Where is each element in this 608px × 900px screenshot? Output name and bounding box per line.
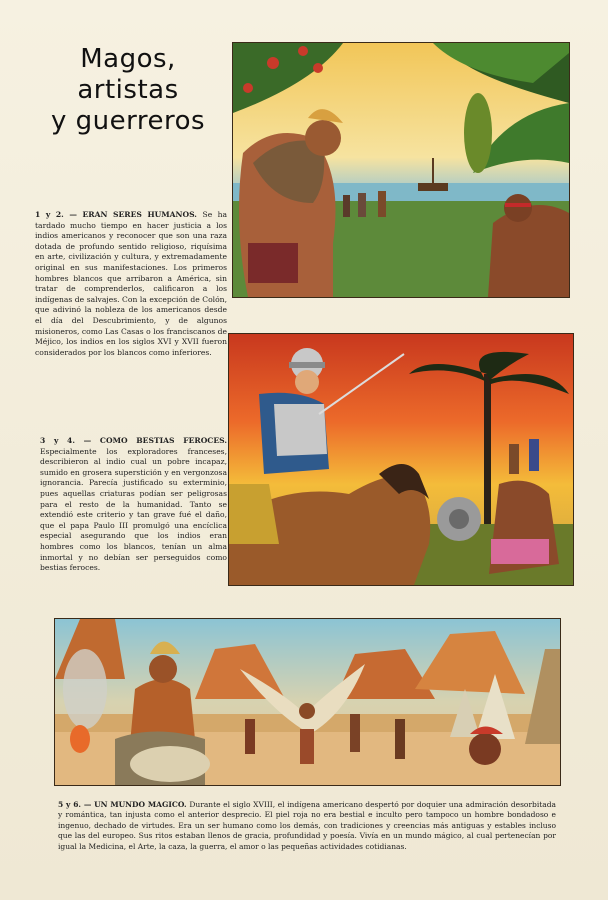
section-2-paragraph xyxy=(40,436,227,574)
arrival-illustration xyxy=(232,42,570,298)
title-line-2: artistas xyxy=(77,75,179,105)
title-line-1: Magos, xyxy=(80,44,176,74)
page-title xyxy=(48,44,208,137)
section-2-heading: 3 y 4. — COMO BESTIAS FEROCES. xyxy=(40,436,227,445)
section-3-body: Durante el siglo XVIII, el indígena americano despertó por doquier una admiración desorbitada y romántica, tan injusta como el anterior desprecio. El piel roja no era bestial e inculto pero tampoco un hombre bondadoso e ingenuo, dechado de virtudes. Era un ser humano como los demás, con tradiciones y creencias más antiguas y estables incluso que las del europeo. Sus ritos estaban llenos de gracia, profundidad y poesía. Vivía en un mundo mágico, al cual pertenecían por igual la Medicina, el Arte, la caza, la guerra, el amor o las pequeñas actividades cotidianas. xyxy=(58,800,556,851)
conquistador-illustration xyxy=(228,333,574,586)
section-3-paragraph xyxy=(58,800,556,852)
section-1-heading: 1 y 2. — ERAN SERES HUMANOS. xyxy=(35,210,203,219)
title-line-3: y guerreros xyxy=(50,106,206,136)
section-2-body: Especialmente los exploradores franceses, describieron al indio cual un pobre incapaz, sumido en grosera superstición y en vergonzosa ignorancia. Parecía justificado su exterminio, pues aquellas criaturas podían ser peligrosas para el resto de la humanidad. Tanto se extendió este criterio y tan grave fué el daño, que el papa Paulo III promulgó una encíclica especial asegurando que los indios eran hombres como los blancos, tenían un alma inmortal y no debían ser perseguidos como bestias feroces. xyxy=(40,446,227,573)
section-1-body: Se ha tardado mucho tiempo en hacer justicia a los indios americanos y reconocer que son una raza dotada de profundo sentido religioso, riquísima en arte, civilización y cultura, y extremadamente original en sus manifestaciones. Los primeros hombres blancos que arribaron a América, sin tratar de comprenderlos, calificaron a los indígenas de salvajes. Con la excepción de Colón, que adivinó la nobleza de los americanos desde el día del Descubrimiento, y de algunos misioneros, como Las Casas o los franciscanos de Méjico, los indios en los siglos XVI y XVII fueron considerados por los blancos como inferiores. xyxy=(35,210,227,357)
section-1-paragraph xyxy=(35,210,227,358)
section-3-heading: 5 y 6. — UN MUNDO MAGICO. xyxy=(58,800,190,809)
magic-ritual-illustration xyxy=(54,618,561,786)
